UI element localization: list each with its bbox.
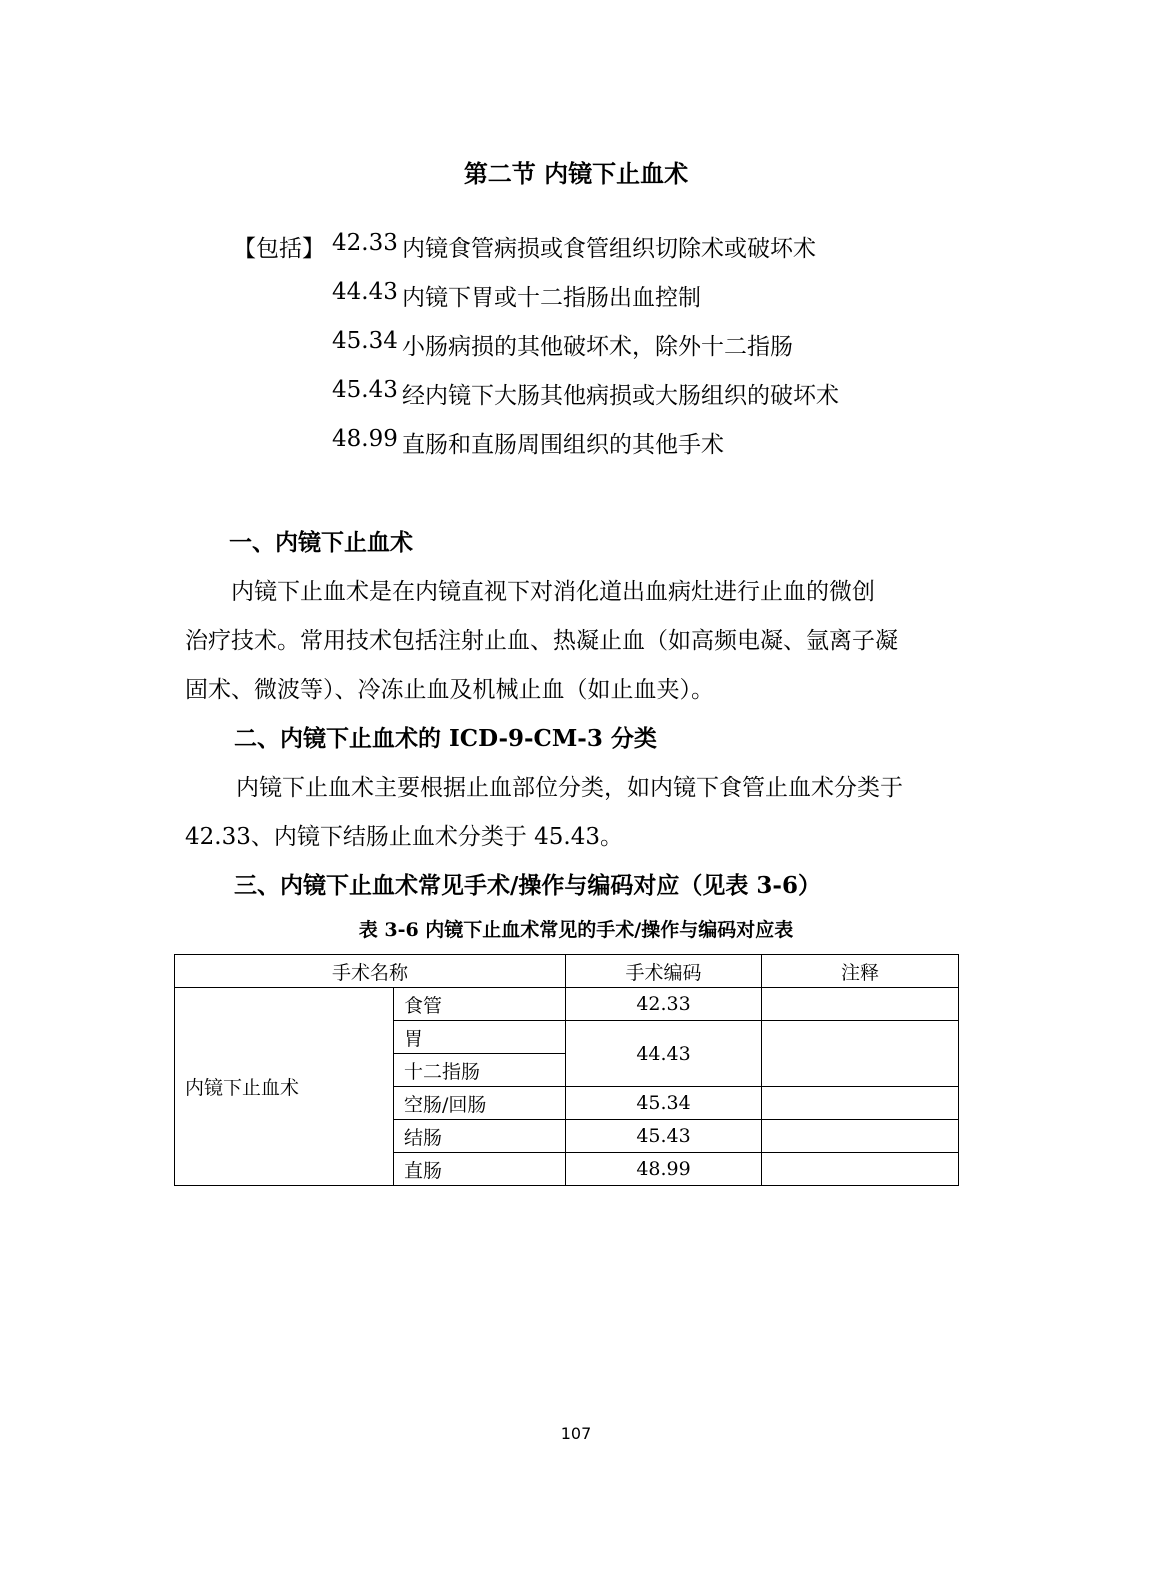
site-cell: 结肠 bbox=[394, 1120, 566, 1153]
header-procedure-name: 手术名称 bbox=[175, 955, 566, 988]
heading-part2: 二、内镜下止血术的 ICD-9-CM-3 分类 bbox=[234, 725, 657, 752]
includes-code: 48.99 bbox=[332, 426, 398, 452]
code-cell: 45.43 bbox=[566, 1120, 762, 1153]
heading-part3: 三、内镜下止血术常见手术/操作与编码对应（见表 3-6） bbox=[234, 872, 821, 899]
code-cell: 45.34 bbox=[566, 1087, 762, 1120]
code-cell: 44.43 bbox=[566, 1021, 762, 1087]
site-cell: 空肠/回肠 bbox=[394, 1087, 566, 1120]
includes-text: 小肠病损的其他破坏术，除外十二指肠 bbox=[402, 334, 793, 360]
header-notes: 注释 bbox=[762, 955, 959, 988]
note-cell bbox=[762, 1153, 959, 1186]
includes-text: 内镜下胃或十二指肠出血控制 bbox=[402, 285, 701, 311]
header-procedure-code: 手术编码 bbox=[566, 955, 762, 988]
page-number: 107 bbox=[560, 1424, 592, 1443]
includes-code: 45.34 bbox=[332, 328, 398, 354]
site-cell: 胃 bbox=[394, 1021, 566, 1054]
code-cell: 42.33 bbox=[566, 988, 762, 1021]
paragraph-line: 内镜下止血术主要根据止血部位分类，如内镜下食管止血术分类于 bbox=[236, 775, 903, 801]
site-cell: 食管 bbox=[394, 988, 566, 1021]
paragraph-line: 内镜下止血术是在内镜直视下对消化道出血病灶进行止血的微创 bbox=[231, 579, 875, 605]
procedure-group: 内镜下止血术 bbox=[175, 988, 394, 1186]
table-caption: 表 3-6 内镜下止血术常见的手术/操作与编码对应表 bbox=[358, 919, 794, 941]
includes-code: 44.43 bbox=[332, 279, 398, 305]
heading-part1: 一、内镜下止血术 bbox=[229, 529, 413, 556]
includes-text: 经内镜下大肠其他病损或大肠组织的破坏术 bbox=[402, 383, 839, 409]
note-cell bbox=[762, 1021, 959, 1087]
paragraph-line: 治疗技术。常用技术包括注射止血、热凝止血（如高频电凝、氩离子凝 bbox=[185, 628, 898, 654]
note-cell bbox=[762, 988, 959, 1021]
site-cell: 直肠 bbox=[394, 1153, 566, 1186]
includes-code: 45.43 bbox=[332, 377, 398, 403]
includes-code: 42.33 bbox=[332, 230, 398, 256]
note-cell bbox=[762, 1120, 959, 1153]
section-title: 第二节 内镜下止血术 bbox=[463, 159, 689, 188]
paragraph-line: 固术、微波等）、冷冻止血及机械止血（如止血夹）。 bbox=[185, 677, 714, 703]
code-cell: 48.99 bbox=[566, 1153, 762, 1186]
includes-text: 内镜食管病损或食管组织切除术或破坏术 bbox=[402, 236, 816, 262]
includes-text: 直肠和直肠周围组织的其他手术 bbox=[402, 432, 724, 458]
note-cell bbox=[762, 1087, 959, 1120]
table-row bbox=[175, 988, 959, 1021]
site-cell: 十二指肠 bbox=[394, 1054, 566, 1087]
table-header-row bbox=[175, 955, 959, 988]
includes-label: 【包括】 bbox=[233, 236, 325, 262]
code-table bbox=[174, 954, 959, 1186]
paragraph-line: 42.33、内镜下结肠止血术分类于 45.43。 bbox=[185, 824, 623, 850]
